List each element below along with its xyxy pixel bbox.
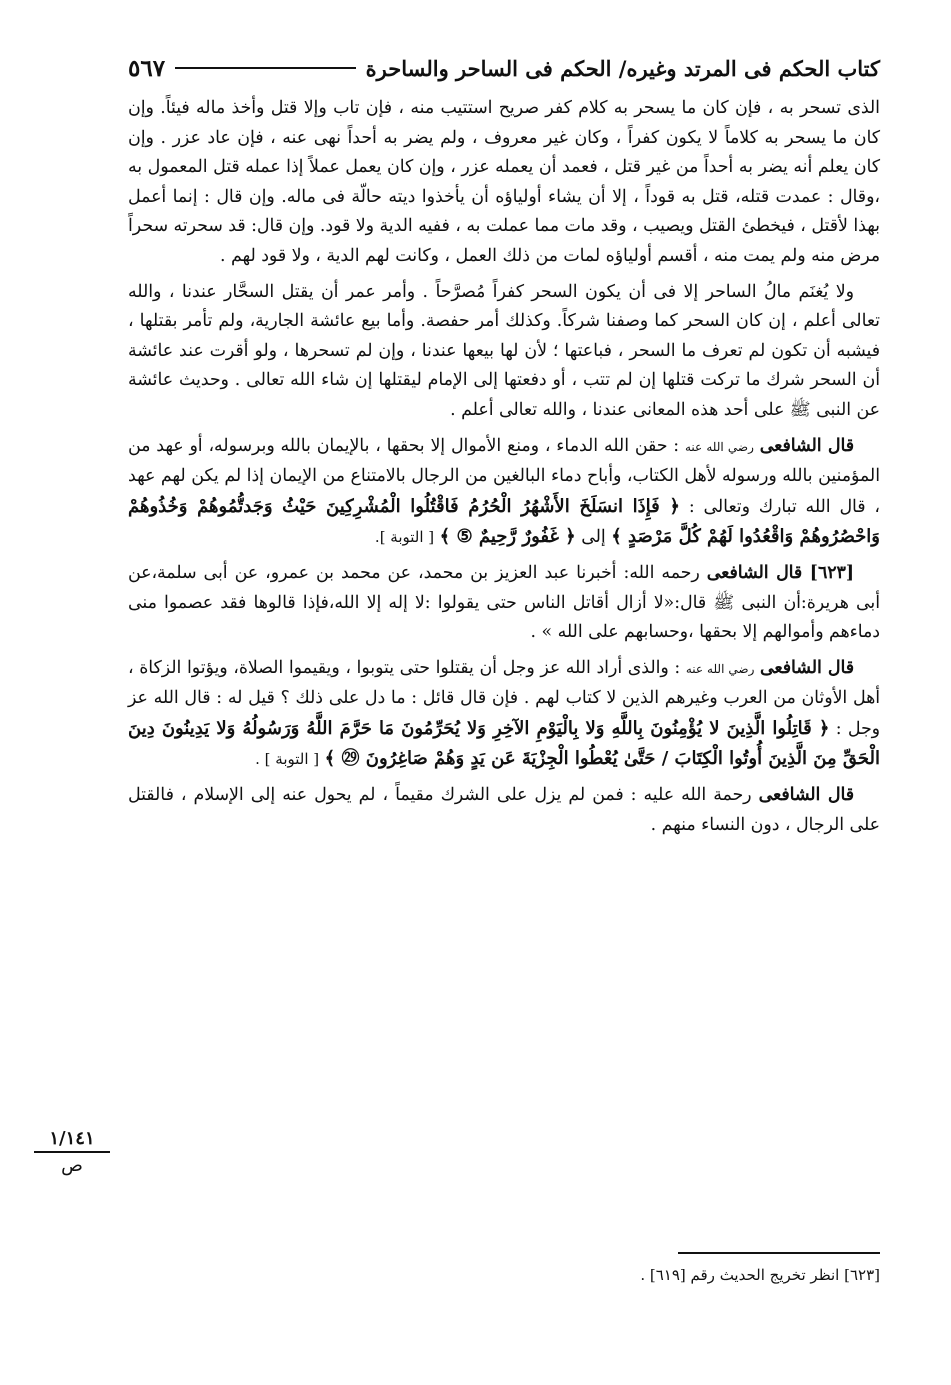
- paragraph-5-text: : والذى أراد الله عز وجل أن يقتلوا حتى يتوبوا ، ويقيموا الصلاة، ويؤتوا الزكاة ، أهل الأوثان من العرب وغيرهم الذين لا كتاب لهم . فإن قال قائل : ما دل على ذلك ؟ قيل له : قال الله عز وجل :: [128, 657, 881, 739]
- surah-reference: [ التوبة ] .: [255, 750, 320, 769]
- speaker-label: قال الشافعى: [758, 785, 854, 806]
- paragraph-3-text: : حقن الله الدماء ، ومنع الأموال إلا بحقها ، بالإيمان بالله وبرسوله، أو عهد من المؤمنين بالله ورسوله لأهل الكتاب، وأباح دماء البالغين من الرجال بالامتناع من الإيمان إذا لم يكن لهم عهد ، قال الله تبارك وتعالى :: [128, 435, 880, 517]
- paragraph-1: الذى تسحر به ، فإن كان ما يسحر به كلام كفر صريح استتيب منه ، فإن تاب وإلا قتل وأخذ ماله فيئاً. وإن كان ما يسحر به كلاماً لا يكون كفراً ، وكان غير معروف ، ولم يضر به أحداً نهى عنه ، فإن عاد عزر . وإن كان يعلم أنه يضر به أحداً من غير قتل ، فعمد أن يعمله عزر ، وإن كان يعمل عملاً إذا عمله قتل المعمول به ،وقال : عمدت قتله، قتل به قوداً ، إلا أن يشاء أولياؤه أن يأخذوا ديته حالّة فى ماله. وإن قال : إنما أعمل بهذا لأقتل ، فيخطئ القتل ويصيب ، وقد مات مما عملت به ، ففيه الدية ولا قود. وإن قال: قد سحرته سحراً مرض منه ولم يمت منه ، أقسم أولياؤه لمات من ذلك العمل ، وكانت لهم الدية ، ولا قود لهم .: [128, 98, 880, 266]
- honorific-glyph: رضي الله عنه: [685, 661, 755, 676]
- page-number: ٥٦٧: [128, 54, 166, 82]
- manuscript-folio: ١/١٤١: [34, 1128, 110, 1153]
- quran-verse: ﴿ فَإِذَا انسَلَخَ الأَشْهُرُ الْحُرُمُ فَاقْتُلُوا الْمُشْرِكِينَ حَيْثُ وَجَدتُّمُوهُمْ وَخُذُوهُمْ وَاحْصُرُوهُمْ وَاقْعُدُوا لَهُمْ كُلَّ مَرْصَدٍ ﴾: [128, 495, 880, 548]
- manuscript-siglum: ص: [61, 1155, 83, 1176]
- running-title: كتاب الحكم فى المرتد وغيره/ الحكم فى الساحر والساحرة: [365, 55, 880, 81]
- quran-verse-end: ﴿ غَفُورٌ رَّحِيمٌ ⑤ ﴾: [439, 526, 576, 548]
- paragraph-6-text: رحمة الله عليه : فمن لم يزل على الشرك مقيماً ، لم يحول عنه إلى الإسلام ، فالقتل على الرجال ، دون النساء منهم .: [128, 785, 880, 835]
- surah-reference: [ التوبة ].: [374, 528, 435, 547]
- paragraph-3: [128, 432, 880, 553]
- speaker-label: قال الشافعى: [759, 435, 854, 456]
- hadith-number: [٦٢٣] قال الشافعى: [706, 562, 854, 583]
- paragraph-2: ولا يُغنَم مالُ الساحر إلا فى أن يكون السحر كفراً مُصرَّحاً . وأمر عمر أن يقتل السحَّار عندنا ، والله تعالى أعلم ، إن كان السحر كما وصفنا شركاً. وكذلك أمر حفصة. وأما بيع عائشة الجارية، ولم تأمر بقتلها ، فيشبه أن تكون لم تعرف ما السحر ، فباعتها ؛ لأن لها بيعها عندنا ، وإن لم تسحرها ، ولو أقرت عند عائشة أن السحر شرك ما تركت قتلها إن لم تتب ، أو دفعتها إلى الإمام ليقتلها إن شاء الله تعالى . وحديث عائشة عن النبى ﷺ على أحد هذه المعانى عندنا ، والله تعالى أعلم .: [128, 281, 880, 420]
- honorific-glyph: رضي الله عنه: [684, 439, 754, 454]
- main-text: [128, 94, 880, 846]
- page-header: [128, 48, 880, 88]
- paragraph-4: [128, 559, 880, 648]
- quran-verse: ﴿ قَاتِلُوا الَّذِينَ لا يُؤْمِنُونَ بِاللَّهِ وَلا بِالْيَوْمِ الآخِرِ وَلا يُحَرِّمُونَ مَا حَرَّمَ اللَّهُ وَرَسُولُهُ وَلا يَدِينُونَ دِينَ الْحَقِّ مِنَ الَّذِينَ أُوتُوا الْكِتَابَ / حَتَّىٰ يُعْطُوا الْجِزْيَةَ عَن يَدٍ وَهُمْ صَاغِرُونَ ㉙ ﴾: [128, 717, 880, 770]
- footnote-rule: [678, 1252, 880, 1254]
- paragraph-4-text: رحمه الله: أخبرنا عبد العزيز بن محمد، عن محمد بن عمرو، عن أبى سلمة،عن أبى هريرة:أن النبى ﷺ قال:«لا أزال أقاتل الناس حتى يقولوا :لا إله إلا الله،فإذا قالوها فقد عصموا منى دماءهم وأموالهم إلا بحقها ،وحسابهم على الله » .: [128, 562, 880, 643]
- quran-to: إلى: [581, 527, 606, 548]
- footnote: [٦٢٣] انظر تخريج الحديث رقم [٦١٩] .: [640, 1266, 880, 1284]
- header-rule: [175, 67, 356, 69]
- paragraph-5: [128, 654, 880, 775]
- margin-manuscript-reference: [34, 1128, 110, 1176]
- speaker-label: قال الشافعى: [760, 657, 855, 678]
- paragraph-6: [128, 781, 880, 840]
